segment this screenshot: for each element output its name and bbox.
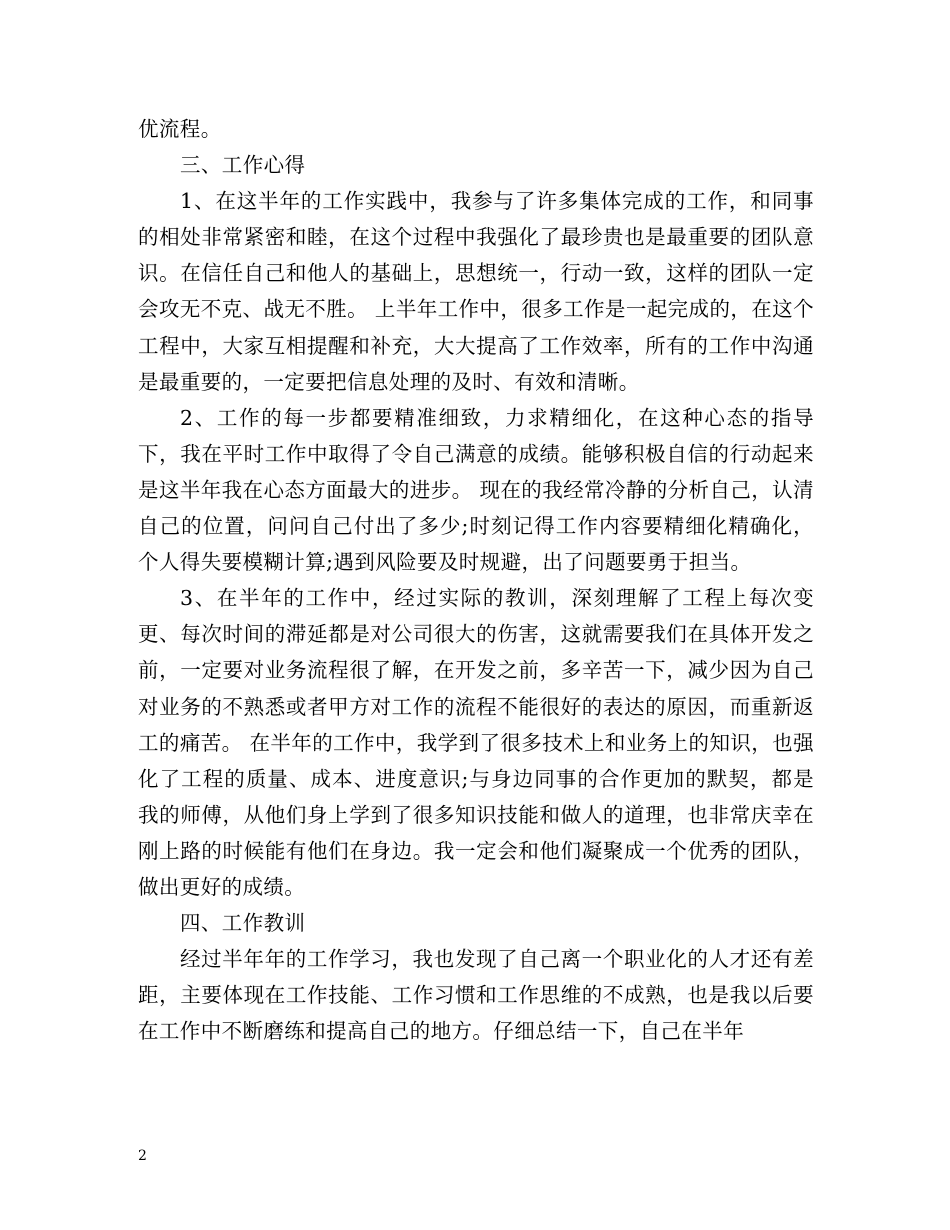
paragraph-insight-3: 3、在半年的工作中，经过实际的教训，深刻理解了工程上每次变更、每次时间的滞延都是对公司很大的伤害，这就需要我们在具体开发之前，一定要对业务流程很了解，在开发之前，多辛苦一下，减少因为自己对业务的不熟悉或者甲方对工作的流程不能很好的表达的原因，而重新返工的痛苦。 在半年的工作中，我学到了很多技术上和业务上的知识，也强化了工程的质量、成本、进度意识;与身边同事的合作更加的默契，都是我的师傅，从他们身上学到了很多知识技能和做人的道理，也非常庆幸在刚上路的时候能有他们在身边。我一定会和他们凝聚成一个优秀的团队，做出更好的成绩。 — [138, 586, 814, 899]
paragraph-insight-1: 1、在这半年的工作实践中，我参与了许多集体完成的工作，和同事的相处非常紧密和睦，在这个过程中我强化了最珍贵也是最重要的团队意识。在信任自己和他人的基础上，思想统一，行动一致，这样的团队一定会攻无不克、战无不胜。 上半年工作中，很多工作是一起完成的，在这个工程中，大家互相提醒和补充，大大提高了工作效率，所有的工作中沟通是最重要的，一定要把信息处理的及时、有效和清晰。 — [138, 189, 814, 394]
paragraph-continuation: 优流程。 — [138, 117, 222, 141]
paragraph-insight-2: 2、工作的每一步都要精准细致，力求精细化，在这种心态的指导下，我在平时工作中取得了令自己满意的成绩。能够积极自信的行动起来是这半年我在心态方面最大的进步。 现在的我经常冷静的分析自己，认清自己的位置，问问自己付出了多少;时刻记得工作内容要精细化精确化，个人得失要模糊计算;遇到风险要及时规避，出了问题要勇于担当。 — [138, 405, 814, 575]
document-body — [138, 111, 814, 1049]
section-heading-work-insights: 三、工作心得 — [180, 153, 306, 178]
page-number: 2 — [138, 1148, 147, 1164]
paragraph-lessons: 经过半年年的工作学习，我也发现了自己离一个职业化的人才还有差距，主要体现在工作技能、工作习惯和工作思维的不成熟，也是我以后要在工作中不断磨练和提高自己的地方。仔细总结一下，自己在半年 — [138, 947, 814, 1044]
section-heading-work-lessons: 四、工作教训 — [180, 911, 306, 936]
